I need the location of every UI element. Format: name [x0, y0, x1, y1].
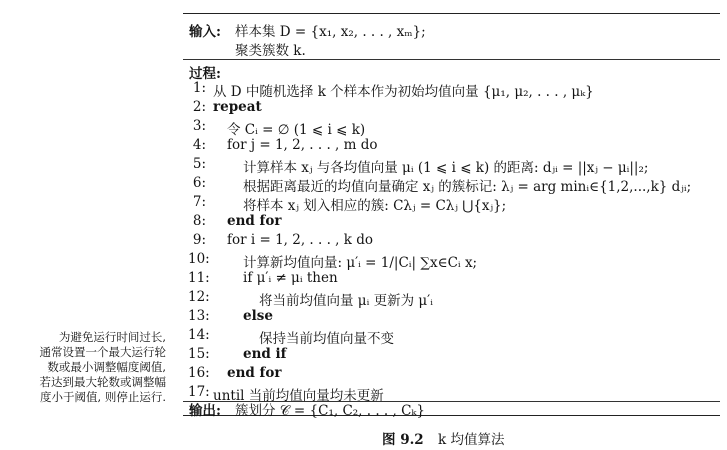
- side-note-line: 通常设置一个最大运行轮: [39, 345, 166, 359]
- step-text: until 当前均值向量均未更新: [213, 388, 384, 404]
- figure-caption: [382, 428, 504, 448]
- step-number: 7:: [192, 194, 206, 210]
- output-label: 输出:: [189, 403, 221, 419]
- step-text: end for: [227, 365, 282, 381]
- step-number: 5:: [192, 156, 206, 172]
- step-text: 将样本 xⱼ 划入相应的簇: Cλⱼ = Cλⱼ ⋃{xⱼ};: [243, 198, 507, 214]
- step-text: if μ′ᵢ ≠ μᵢ then: [243, 270, 338, 286]
- step-number: 16:: [188, 365, 210, 381]
- step-text: for i = 1, 2, . . . , k do: [227, 232, 373, 248]
- step-text: repeat: [213, 99, 262, 115]
- figure-number: 图 9.2: [382, 432, 424, 448]
- step-text: 从 D 中随机选择 k 个样本作为初始均值向量 {μ₁, μ₂, . . . , μₖ}: [213, 84, 594, 100]
- step-number: 14:: [188, 327, 210, 343]
- step-text: 计算样本 xⱼ 与各均值向量 μᵢ (1 ⩽ i ⩽ k) 的距离: dⱼᵢ = ||xⱼ − μᵢ||₂;: [243, 160, 649, 176]
- step-number: 9:: [192, 232, 206, 248]
- side-note-line: 若达到最大轮数或调整幅: [39, 375, 166, 389]
- input-line-2: 聚类簇数 k.: [235, 43, 306, 59]
- side-note-line: 度小于阈值, 则停止运行.: [40, 390, 166, 404]
- step-number: 15:: [188, 346, 210, 362]
- step-number: 10:: [188, 251, 210, 267]
- step-number: 17:: [188, 384, 210, 400]
- input-line-1: 样本集 D = {x₁, x₂, . . . , xₘ};: [235, 24, 426, 40]
- step-number: 4:: [192, 137, 206, 153]
- step-text: 令 Cᵢ = ∅ (1 ⩽ i ⩽ k): [227, 122, 366, 138]
- side-note-line: 为避免运行时间过长,: [58, 330, 166, 344]
- step-text: 根据距离最近的均值向量确定 xⱼ 的簇标记: λⱼ = arg minᵢ∈{1,2,...,k} dⱼᵢ;: [243, 179, 692, 195]
- step-number: 12:: [188, 289, 210, 305]
- algorithm-box: [183, 13, 720, 419]
- step-text: end if: [243, 346, 287, 362]
- output-text: 簇划分 𝒞 = {C₁, C₂, . . . , Cₖ}: [235, 403, 425, 419]
- step-number: 11:: [188, 270, 210, 286]
- process-label: 过程:: [189, 66, 221, 82]
- step-text: 计算新均值向量: μ′ᵢ = 1/|Cᵢ| ∑x∈Cᵢ x;: [243, 255, 478, 271]
- step-text: 保持当前均值向量不变: [259, 331, 394, 347]
- step-text: for j = 1, 2, . . . , m do: [227, 137, 378, 153]
- side-note: [6, 330, 166, 405]
- step-number: 3:: [192, 118, 206, 134]
- input-label: 输入:: [189, 24, 221, 40]
- step-text: else: [243, 308, 273, 324]
- step-text: 将当前均值向量 μᵢ 更新为 μ′ᵢ: [259, 293, 433, 309]
- step-text: end for: [227, 213, 282, 229]
- step-number: 8:: [192, 213, 206, 229]
- step-number: 6:: [192, 175, 206, 191]
- divider: [183, 59, 720, 60]
- step-number: 1:: [192, 80, 206, 96]
- side-note-line: 数或最小调整幅度阈值,: [47, 360, 166, 374]
- step-number: 2:: [192, 99, 206, 115]
- figure-title: k 均值算法: [437, 432, 505, 448]
- step-number: 13:: [188, 308, 210, 324]
